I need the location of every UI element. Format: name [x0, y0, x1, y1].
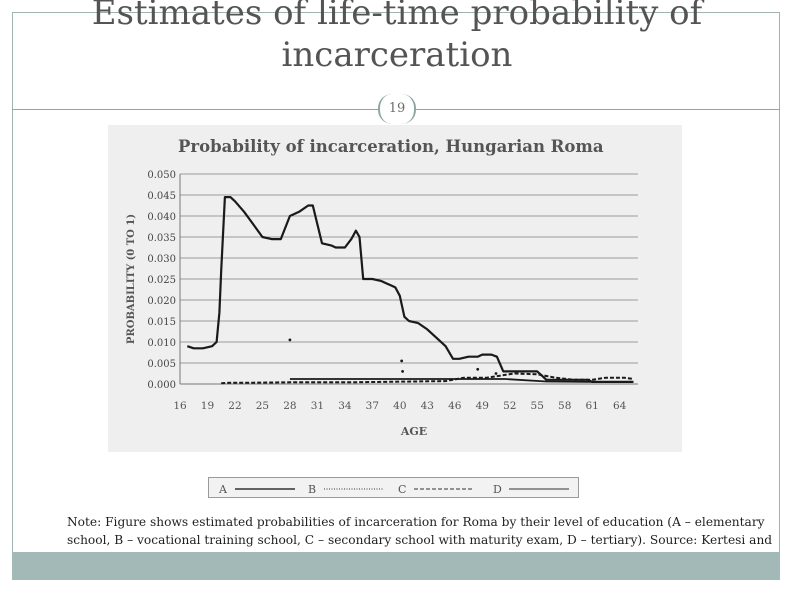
x-tick-label: 58 [558, 400, 572, 412]
y-tick-label: 0.045 [147, 191, 176, 202]
chart-legend [208, 477, 579, 498]
title-rule-right [416, 109, 780, 110]
y-tick-label: 0.030 [147, 254, 176, 265]
x-tick-label: 64 [612, 400, 627, 412]
legend-label: A [219, 483, 227, 496]
y-tick-label: 0.035 [147, 233, 176, 244]
x-tick-label: 61 [585, 400, 599, 412]
x-tick-label: 19 [200, 400, 215, 412]
footer-bar [12, 552, 780, 580]
x-tick-label: 46 [448, 400, 462, 412]
chart-title: Probability of incarceration, Hungarian Roma [178, 137, 604, 156]
legend-label: D [493, 483, 502, 496]
series-a-line [187, 197, 633, 382]
page-number: 19 [378, 94, 416, 124]
series-b-point [401, 370, 404, 373]
y-tick-label: 0.020 [147, 296, 176, 307]
y-tick-label: 0.050 [147, 170, 176, 181]
y-tick-label: 0.025 [147, 275, 176, 286]
x-tick-label: 34 [338, 400, 352, 412]
slide-title: Estimates of life-time probability of incarceration [91, 0, 703, 75]
series-b-point [400, 360, 403, 363]
x-tick-label: 43 [420, 400, 435, 412]
x-tick-label: 28 [283, 400, 297, 412]
y-axis-label: PROBABILITY (0 TO 1) [126, 213, 137, 345]
x-tick-label: 16 [173, 400, 187, 412]
x-tick-label: 49 [475, 400, 489, 412]
legend-canvas [209, 478, 580, 499]
title-rule-left [12, 109, 378, 110]
series-b-point [495, 372, 498, 375]
chart-image [108, 125, 682, 452]
x-tick-label: 25 [255, 400, 270, 412]
slide-frame-left [12, 12, 13, 580]
x-tick-label: 55 [530, 400, 544, 412]
y-tick-label: 0.040 [147, 212, 176, 223]
legend-label: C [398, 483, 407, 496]
series-b-point [289, 339, 292, 342]
x-tick-label: 40 [393, 400, 407, 412]
x-tick-label: 31 [310, 400, 325, 412]
chart-canvas [108, 125, 682, 452]
x-tick-label: 37 [365, 400, 380, 412]
y-tick-label: 0.000 [147, 380, 176, 391]
series-b-point [476, 368, 479, 371]
x-tick-label: 52 [503, 400, 517, 412]
y-tick-label: 0.005 [147, 359, 176, 370]
y-tick-label: 0.015 [147, 317, 176, 328]
y-tick-label: 0.010 [147, 338, 176, 349]
legend-label: B [308, 483, 317, 496]
x-axis-label: AGE [400, 425, 428, 438]
slide-frame-right [779, 12, 780, 580]
x-tick-label: 22 [228, 400, 242, 412]
figure-note: Note: Figure shows estimated probabilities of incarceration for Roma by their level of education (A – elementary school, B – vocational training school, C – secondary school with maturity exam, D – tertiary). Source: Kertesi and [67, 515, 773, 547]
